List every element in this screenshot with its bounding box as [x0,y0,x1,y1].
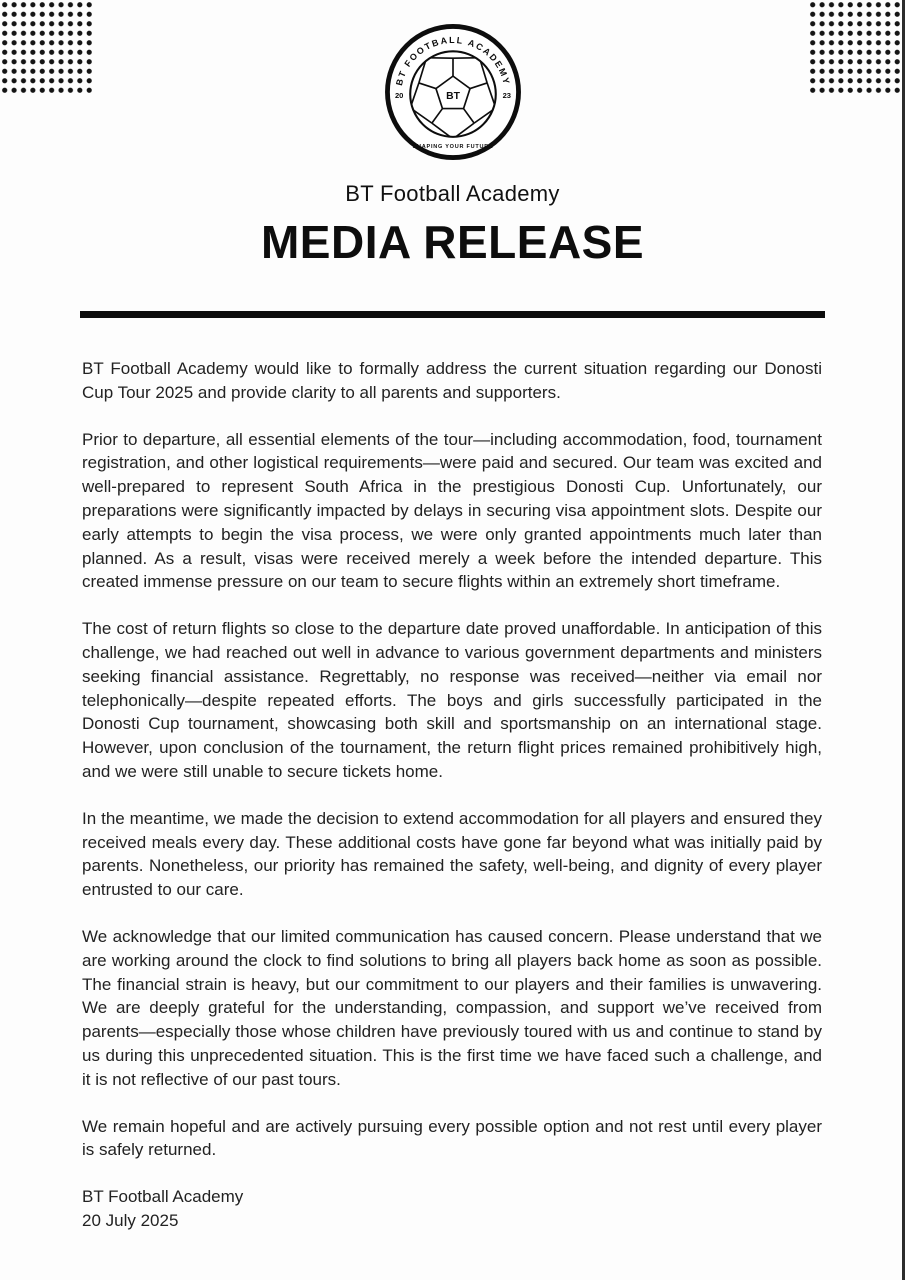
academy-logo [384,23,522,161]
paragraph-communication: We acknowledge that our limited communication has caused concern. Please understand that we are working around the clock to find solutions to bring all players back home as soon as possible. The financial strain is heavy, but our commitment to our players and their families is unwavering. We are deeply grateful for the understanding, compassion, and support we’ve received from parents—especially those whose children have previously toured with us and continue to stand by us during this unprecedented situation. This is the first time we have faced such a challenge, and it is not reflective of our past tours. [82,926,822,1089]
page-title: MEDIA RELEASE [260,216,645,268]
signature-date: 20 July 2025 [82,1211,179,1231]
paragraph-intro: BT Football Academy would like to formally address the current situation regarding our Donosti Cup Tour 2025 and provide clarity to all parents and supporters. [82,359,822,402]
release-body [82,357,822,1233]
logo-year-left: 20 [394,91,403,101]
signature-name: BT Football Academy [82,1187,244,1207]
logo-ball-initials: BT [445,90,460,102]
logo-motto: SHAPING YOUR FUTURE [412,143,493,150]
paragraph-closing: We remain hopeful and are actively pursuing every possible option and not rest until every player is safely returned. [82,1116,822,1160]
logo-year-right: 23 [502,91,511,101]
logo-arc-text: BT FOOTBALL ACADEMY [393,34,512,87]
org-name: BT Football Academy [345,181,560,206]
soccer-ball-badge-icon [384,23,522,161]
corner-dots-top-right [808,0,902,95]
signature-block [82,1185,822,1233]
corner-dots-top-left [0,0,94,95]
paragraph-flight-costs: The cost of return flights so close to the departure date proved unaffordable. In anticipation of this challenge, we had reached out well in advance to various government departments and ministers seeking financial assistance. Regrettably, no response was received—neither via email nor telephonically—despite repeated efforts. The boys and girls successfully participated in the Donosti Cup tournament, showcasing both skill and sportsmanship on an international stage. However, upon conclusion of the tournament, the return flight prices remained prohibitively high, and we were still unable to secure tickets home. [82,619,822,781]
paragraph-accommodation: In the meantime, we made the decision to extend accommodation for all players and ensured they received meals every day. These additional costs have gone far beyond what was initially paid by parents. Nonetheless, our priority has remained the safety, well-being, and dignity of every player entrusted to our care. [82,808,822,900]
title-divider-rule [80,311,825,318]
paragraph-preparations: Prior to departure, all essential elements of the tour—including accommodation, food, tournament registration, and other logistical requirements—were paid and secured. Our team was excited and well-prepared to represent South Africa in the prestigious Donosti Cup. Unfortunately, our preparations were significantly impacted by delays in securing visa appointment slots. Despite our early attempts to begin the visa process, we were only granted appointments much later than planned. As a result, visas were received merely a week before the intended departure. This created immense pressure on our team to secure flights within an extremely short timeframe. [82,429,822,592]
